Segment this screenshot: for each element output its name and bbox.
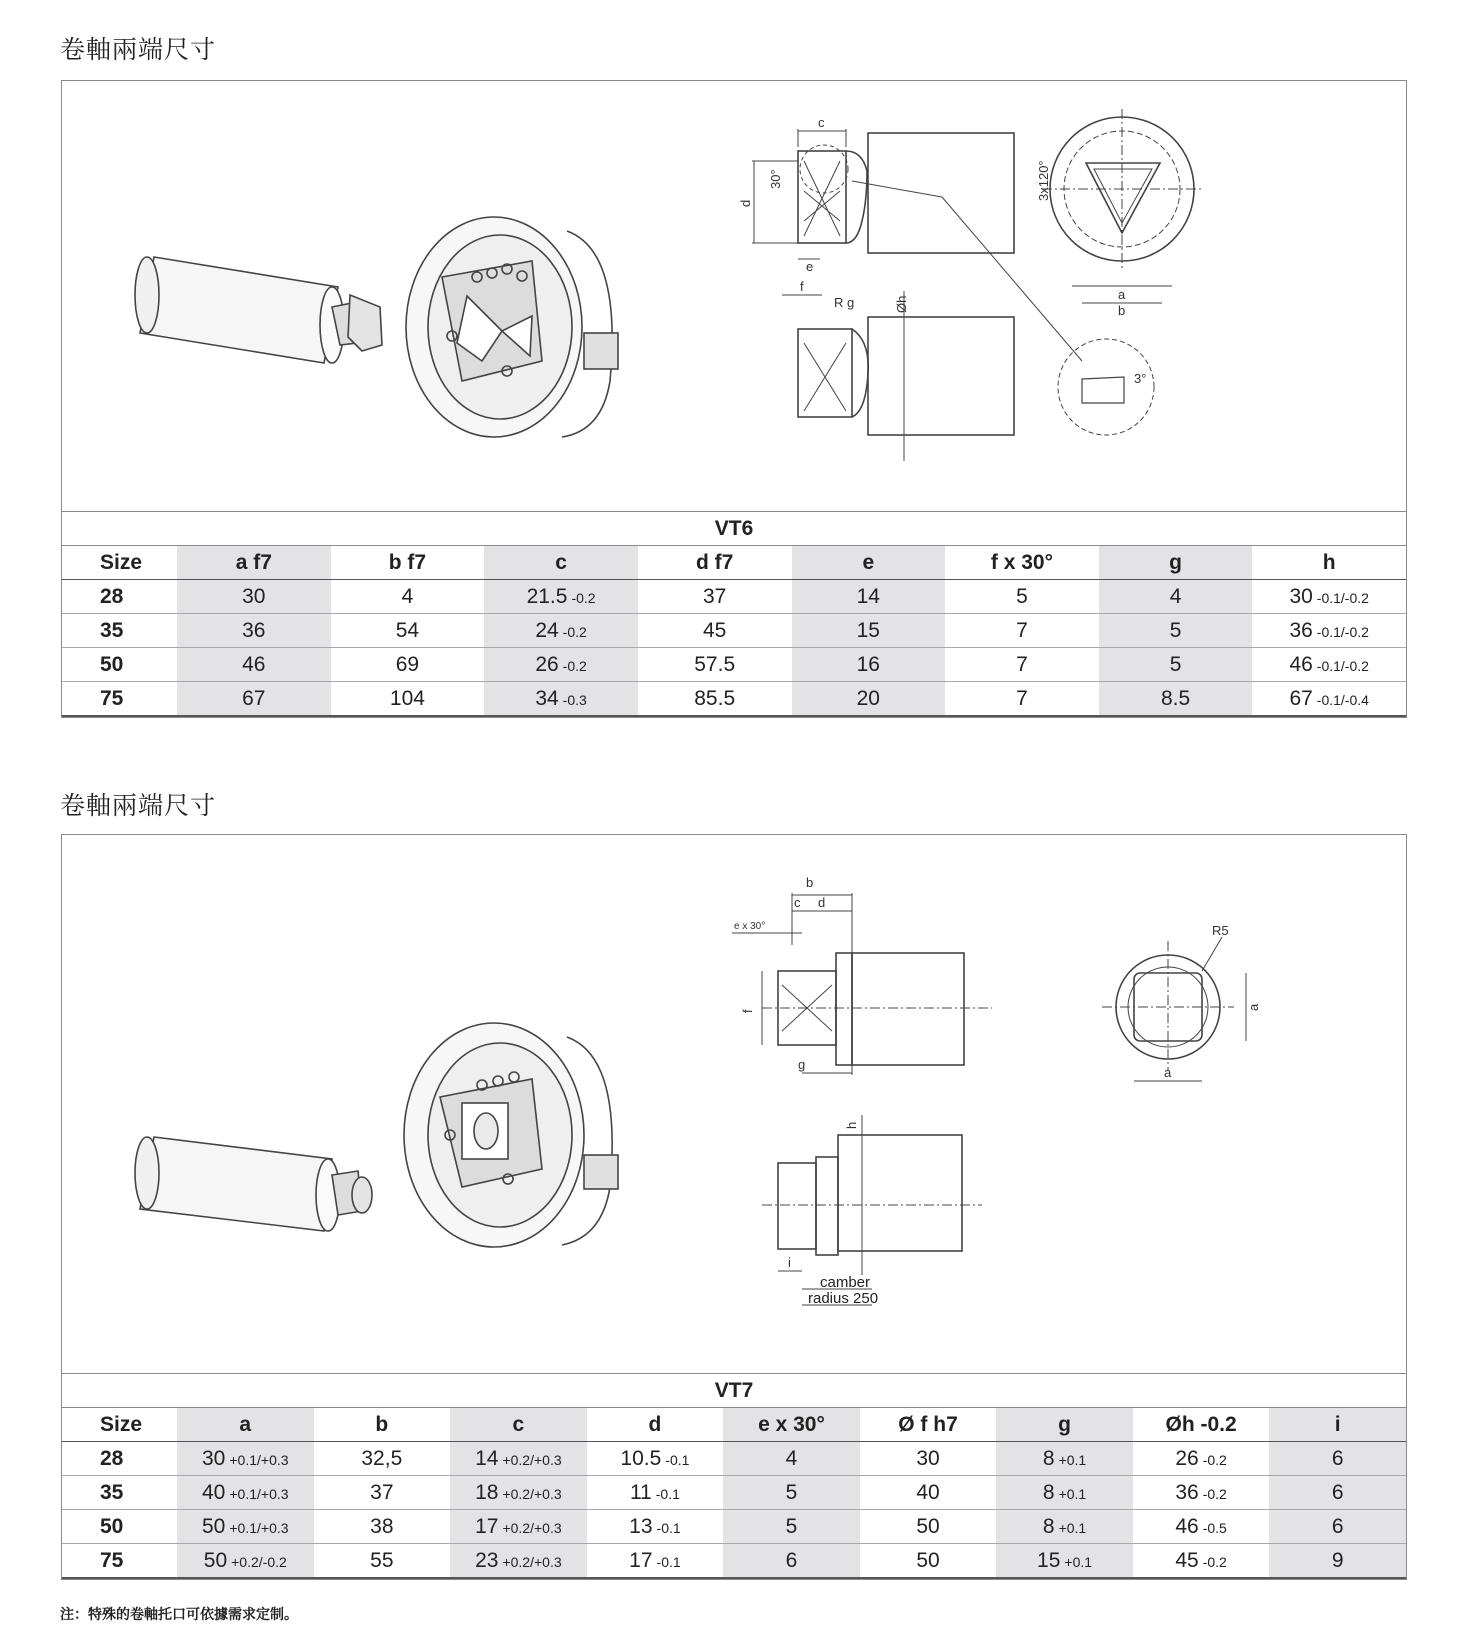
cell-value: 67	[242, 686, 266, 710]
col-header: Size	[62, 1408, 177, 1442]
table-cell	[587, 1510, 724, 1544]
cell-value: 5	[785, 1514, 798, 1538]
cell-value: 7	[1016, 652, 1028, 676]
cell-value: 8	[1042, 1514, 1055, 1538]
cell-value: 14	[856, 584, 880, 608]
vt7-end-view	[1102, 937, 1246, 1081]
cell-tolerance: -0.5	[1202, 1519, 1227, 1536]
cell-value: 45	[703, 618, 727, 642]
cell-value: 11	[629, 1480, 652, 1504]
chuck-illustration	[406, 217, 618, 437]
cell-value: 13	[629, 1514, 653, 1538]
cell-value: 67	[1289, 686, 1313, 710]
table-cell	[723, 1476, 860, 1510]
cell-tolerance: +0.1	[1058, 1451, 1087, 1468]
cell-value: 50	[100, 1514, 124, 1538]
cell-value: 7	[1016, 618, 1028, 642]
dim-rg: R g	[834, 295, 855, 310]
dim-r5: R5	[1212, 923, 1229, 938]
dim-b: b	[1118, 303, 1126, 318]
table-row	[62, 614, 1406, 648]
cell-value: 50	[202, 1514, 226, 1538]
vt7-drawings	[62, 835, 1406, 1373]
table-cell	[314, 1544, 451, 1579]
cell-value: 17	[475, 1514, 499, 1538]
cell-value: 104	[389, 686, 425, 710]
vt6-header-row	[62, 546, 1406, 580]
table-cell	[450, 1442, 587, 1476]
table-cell	[1133, 1442, 1270, 1476]
table-cell	[792, 682, 946, 717]
cell-value: 36	[1289, 618, 1313, 642]
cell-value: 38	[370, 1514, 394, 1538]
cell-tolerance: -0.1/-0.2	[1316, 589, 1369, 606]
cell-value: 15	[1037, 1548, 1061, 1572]
table-cell	[177, 1442, 314, 1476]
col-header: Ø f h7	[860, 1408, 997, 1442]
table-cell	[62, 1442, 177, 1476]
dim-a-2: a	[1164, 1065, 1172, 1080]
vt6-end-view	[1042, 109, 1202, 303]
cell-value: 5	[785, 1480, 798, 1504]
cell-value: 6	[785, 1548, 798, 1572]
table-cell	[792, 614, 946, 648]
dim-i-2: i	[788, 1255, 791, 1270]
dim-a: a	[1118, 287, 1126, 302]
vt7-panel	[61, 834, 1407, 1580]
shaft-illustration-2	[135, 1137, 372, 1231]
cell-value: 8.5	[1160, 686, 1191, 710]
col-header: d f7	[638, 546, 792, 580]
vt7-lower-view	[762, 1115, 982, 1305]
table-cell	[1269, 1476, 1406, 1510]
table-cell	[1133, 1476, 1270, 1510]
vt6-table	[62, 512, 1406, 717]
cell-value: 30	[916, 1446, 940, 1470]
dim-d: d	[738, 199, 753, 207]
dim-e: e	[806, 259, 814, 274]
cell-value: 26	[535, 652, 559, 676]
cell-tolerance: +0.1	[1064, 1553, 1093, 1570]
vt7-table	[62, 1374, 1406, 1579]
cell-value: 40	[202, 1480, 226, 1504]
cell-value: 23	[475, 1548, 499, 1572]
table-cell	[638, 682, 792, 717]
cell-value: 50	[916, 1548, 940, 1572]
cell-value: 57.5	[694, 652, 736, 676]
dim-ex30-2: e x 30°	[734, 921, 766, 932]
dim-30deg: 30°	[768, 169, 783, 189]
cell-value: 36	[242, 618, 266, 642]
cell-tolerance: +0.2/+0.3	[502, 1485, 562, 1502]
table-cell	[638, 580, 792, 614]
cell-tolerance: -0.1	[665, 1451, 690, 1468]
cell-tolerance: -0.2	[571, 589, 596, 606]
table-cell	[177, 1544, 314, 1579]
cell-value: 69	[395, 652, 420, 676]
cell-value: 14	[475, 1446, 499, 1470]
cell-value: 85.5	[694, 686, 736, 710]
table-cell	[331, 614, 485, 648]
cell-value: 10.5	[620, 1446, 662, 1470]
table-cell	[996, 1476, 1133, 1510]
cell-value: 28	[100, 1446, 124, 1470]
table-row	[62, 580, 1406, 614]
table-cell	[587, 1544, 724, 1579]
table-cell	[723, 1544, 860, 1579]
table-cell	[177, 1476, 314, 1510]
col-header: a f7	[177, 546, 331, 580]
vt6-figure	[62, 81, 1406, 512]
dim-h-2: h	[844, 1121, 859, 1129]
table-cell	[638, 614, 792, 648]
dim-d-2: d	[818, 895, 826, 910]
cell-value: 54	[395, 618, 420, 642]
cell-value: 30	[242, 584, 266, 608]
col-header: f x 30°	[945, 546, 1099, 580]
cell-tolerance: -0.2	[1202, 1553, 1227, 1570]
table-cell	[860, 1442, 997, 1476]
dim-g-2: g	[798, 1057, 806, 1072]
vt6-lower-view	[782, 291, 1014, 461]
table-cell	[177, 614, 331, 648]
table-cell	[723, 1510, 860, 1544]
table-cell	[62, 580, 177, 614]
cell-value: 8	[1042, 1446, 1055, 1470]
table-cell	[450, 1476, 587, 1510]
col-header: e x 30°	[723, 1408, 860, 1442]
vt6-detail-circle	[1058, 339, 1154, 435]
table-row	[62, 1442, 1406, 1476]
table-cell	[331, 682, 485, 717]
cell-value: 7	[1016, 686, 1028, 710]
cell-tolerance: +0.2/+0.3	[502, 1553, 562, 1570]
col-header: g	[1099, 546, 1253, 580]
footnote: 注：特殊的卷軸托口可依據需求定制。	[60, 1607, 298, 1623]
shaft-illustration	[135, 257, 382, 363]
table-cell	[860, 1510, 997, 1544]
table-cell	[860, 1476, 997, 1510]
table-cell	[587, 1476, 724, 1510]
vt7-figure	[62, 835, 1406, 1374]
cell-value: 8	[1042, 1480, 1055, 1504]
cell-value: 9	[1331, 1548, 1344, 1572]
table-cell	[62, 1476, 177, 1510]
col-header: c	[484, 546, 638, 580]
cell-value: 37	[370, 1480, 394, 1504]
camber-label: camber	[820, 1274, 871, 1291]
cell-value: 18	[475, 1480, 499, 1504]
vt6-drawings	[62, 81, 1406, 511]
vt7-header-row	[62, 1408, 1406, 1442]
chuck-illustration-2	[404, 1023, 618, 1247]
col-header: i	[1269, 1408, 1406, 1442]
table-row	[62, 682, 1406, 717]
col-header: h	[1252, 546, 1406, 580]
table-cell	[177, 682, 331, 717]
cell-value: 26	[1175, 1446, 1199, 1470]
cell-value: 30	[202, 1446, 226, 1470]
table-cell	[484, 682, 638, 717]
cell-value: 34	[535, 686, 559, 710]
cell-value: 6	[1331, 1480, 1344, 1504]
cell-tolerance: -0.2	[562, 657, 587, 674]
table-cell	[484, 648, 638, 682]
table-cell	[996, 1510, 1133, 1544]
col-header: e	[792, 546, 946, 580]
table-cell	[62, 648, 177, 682]
table-row	[62, 1510, 1406, 1544]
cell-value: 50	[100, 652, 124, 676]
table-cell	[1252, 580, 1406, 614]
col-header: c	[450, 1408, 587, 1442]
table-cell	[177, 1510, 314, 1544]
cell-value: 46	[242, 652, 266, 676]
table-cell	[314, 1442, 451, 1476]
col-header: b	[314, 1408, 451, 1442]
cell-value: 5	[1169, 652, 1182, 676]
table-cell	[723, 1442, 860, 1476]
col-header: a	[177, 1408, 314, 1442]
table-cell	[331, 580, 485, 614]
table-cell	[450, 1544, 587, 1579]
cell-value: 75	[100, 686, 124, 710]
table-cell	[945, 682, 1099, 717]
cell-value: 75	[100, 1548, 124, 1572]
table-cell	[996, 1544, 1133, 1579]
table-row	[62, 1544, 1406, 1579]
table-cell	[1099, 648, 1253, 682]
cell-value: 6	[1331, 1514, 1344, 1538]
table-cell	[1099, 580, 1253, 614]
cell-value: 35	[100, 618, 124, 642]
table-cell	[62, 1510, 177, 1544]
cell-value: 55	[370, 1548, 394, 1572]
cell-tolerance: -0.1	[656, 1553, 681, 1570]
dim-f: f	[800, 279, 804, 294]
cell-value: 15	[856, 618, 880, 642]
cell-value: 21.5	[526, 584, 568, 608]
cell-value: 37	[703, 584, 727, 608]
cell-value: 5	[1016, 584, 1028, 608]
radius-label: radius 250	[808, 1290, 879, 1307]
col-header: b f7	[331, 546, 485, 580]
table-cell	[1252, 614, 1406, 648]
table-cell	[177, 648, 331, 682]
dim-c: c	[818, 115, 825, 130]
cell-value: 6	[1331, 1446, 1344, 1470]
col-header: d	[587, 1408, 724, 1442]
table-cell	[792, 648, 946, 682]
table-cell	[62, 614, 177, 648]
table-cell	[1269, 1544, 1406, 1579]
cell-value: 46	[1175, 1514, 1199, 1538]
vt6-panel	[61, 80, 1407, 718]
col-header: Size	[62, 546, 177, 580]
cell-tolerance: +0.1/+0.3	[229, 1485, 289, 1502]
cell-value: 50	[916, 1514, 940, 1538]
table-cell	[1269, 1442, 1406, 1476]
cell-tolerance: -0.2	[562, 623, 587, 640]
cell-tolerance: -0.1/-0.2	[1316, 657, 1369, 674]
table-cell	[638, 648, 792, 682]
cell-value: 16	[856, 652, 880, 676]
cell-tolerance: -0.1	[656, 1519, 681, 1536]
cell-value: 24	[535, 618, 559, 642]
table-cell	[314, 1476, 451, 1510]
table-cell	[484, 580, 638, 614]
section-title-vt6: 卷軸兩端尺寸	[60, 35, 217, 64]
col-header: Øh -0.2	[1133, 1408, 1270, 1442]
table-row	[62, 1476, 1406, 1510]
cell-tolerance: -0.2	[1202, 1485, 1227, 1502]
dim-3x120: 3x120°	[1036, 160, 1051, 201]
table-cell	[945, 614, 1099, 648]
dim-3deg: 3°	[1134, 371, 1147, 386]
cell-tolerance: -0.1	[655, 1485, 680, 1502]
cell-value: 17	[629, 1548, 653, 1572]
cell-value: 40	[916, 1480, 940, 1504]
table-cell	[331, 648, 485, 682]
vt6-side-view	[752, 129, 1082, 361]
cell-tolerance: +0.1/+0.3	[229, 1519, 289, 1536]
cell-value: 20	[856, 686, 880, 710]
cell-tolerance: +0.1/+0.3	[229, 1451, 289, 1468]
cell-tolerance: +0.2/+0.3	[502, 1451, 562, 1468]
cell-tolerance: +0.1	[1058, 1519, 1087, 1536]
cell-value: 36	[1175, 1480, 1199, 1504]
table-cell	[792, 580, 946, 614]
cell-value: 35	[100, 1480, 124, 1504]
cell-value: 50	[203, 1548, 228, 1572]
vt7-side-view	[732, 893, 992, 1075]
table-cell	[1252, 648, 1406, 682]
vt6-model-label: VT6	[62, 512, 1406, 546]
cell-tolerance: +0.2/+0.3	[502, 1519, 562, 1536]
cell-tolerance: -0.3	[562, 691, 587, 708]
table-cell	[1133, 1544, 1270, 1579]
table-row	[62, 648, 1406, 682]
table-cell	[1269, 1510, 1406, 1544]
col-header: g	[996, 1408, 1133, 1442]
cell-tolerance: -0.1/-0.4	[1316, 691, 1369, 708]
table-cell	[484, 614, 638, 648]
table-cell	[62, 682, 177, 717]
cell-value: 4	[401, 584, 414, 608]
cell-tolerance: -0.2	[1202, 1451, 1227, 1468]
cell-value: 46	[1289, 652, 1313, 676]
table-cell	[860, 1544, 997, 1579]
cell-value: 28	[100, 584, 124, 608]
cell-tolerance: -0.1/-0.2	[1316, 623, 1369, 640]
table-cell	[62, 1544, 177, 1579]
dim-a-3: a	[1246, 1003, 1261, 1011]
section-title-vt7: 卷軸兩端尺寸	[60, 791, 217, 820]
table-cell	[1099, 682, 1253, 717]
cell-value: 4	[1169, 584, 1182, 608]
dim-c-2: c	[794, 895, 801, 910]
cell-value: 4	[785, 1446, 798, 1470]
cell-tolerance: +0.2/-0.2	[231, 1553, 287, 1570]
table-cell	[945, 580, 1099, 614]
table-cell	[1133, 1510, 1270, 1544]
dim-b-2: b	[806, 875, 814, 890]
table-cell	[450, 1510, 587, 1544]
dim-f-2: f	[740, 1009, 755, 1013]
table-cell	[945, 648, 1099, 682]
cell-value: 30	[1289, 584, 1313, 608]
table-cell	[1252, 682, 1406, 717]
table-cell	[177, 580, 331, 614]
table-cell	[996, 1442, 1133, 1476]
cell-value: 5	[1169, 618, 1182, 642]
vt7-model-label: VT7	[62, 1374, 1406, 1408]
cell-tolerance: +0.1	[1058, 1485, 1087, 1502]
table-cell	[587, 1442, 724, 1476]
table-cell	[1099, 614, 1253, 648]
cell-value: 45	[1175, 1548, 1199, 1572]
table-cell	[314, 1510, 451, 1544]
dim-oh: Øh	[894, 295, 909, 313]
cell-value: 32,5	[361, 1446, 403, 1470]
